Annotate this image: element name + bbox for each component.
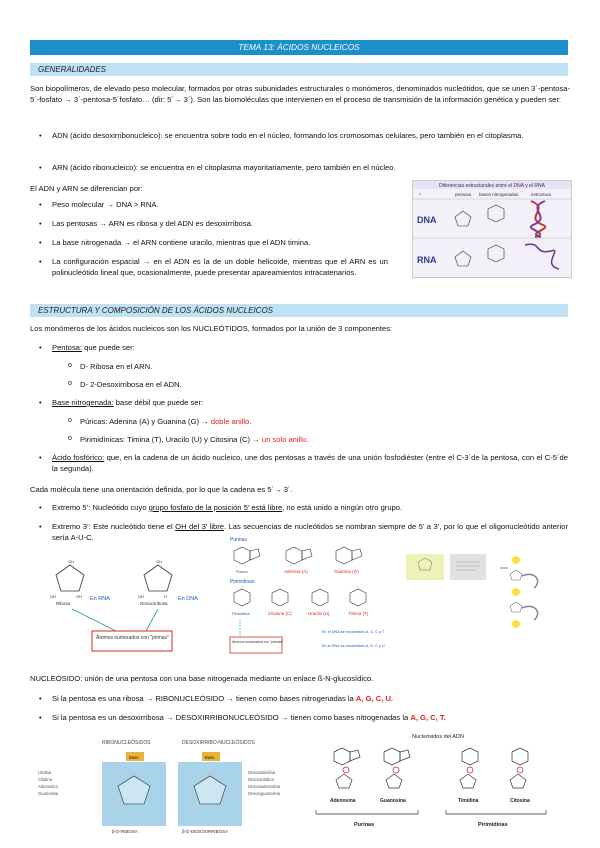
table-row-rna: RNA <box>417 255 437 265</box>
puricas-highlight: doble anillo. <box>210 417 252 426</box>
svg-text:OH: OH <box>50 594 56 599</box>
pentosa-text: que puede ser: <box>81 343 135 352</box>
ribose-structure-icon <box>50 559 84 599</box>
list-item-configuracion: • La configuración espacial → en el ADN es la de un doble helicoide, mientras que el ARN es un polinucleótido lineal que, ocasionalmente, puede presentar apareamientos intracatenarios. <box>52 256 388 278</box>
list-item-peso: • Peso molecular → DNA > RNA. <box>52 199 372 210</box>
b-d-ribosa-label: β-D-RIBOSA <box>112 829 138 834</box>
monomers-paragraph: Los monómeros de los ácidos nucleicos son los NUCLEÓTIDOS, formados por la unión de 3 componentes: <box>30 324 393 333</box>
nucleosidos-adn-title: Nucleósidos del ADN <box>412 734 464 740</box>
purine-ring-icon <box>234 547 362 564</box>
ribonucleosido-bases: A, G, C, U. <box>355 694 394 703</box>
fosforico-label: Ácido fosfórico: <box>52 453 105 462</box>
sublist-desoxirribosa: o D- 2-Desoxirribosa en el ADN. <box>80 379 182 390</box>
adenosina-caption: Adenosina <box>330 798 356 804</box>
desoxirribonucleosido-text: Si la pentosa es un desoxirribosa → DESOXIRRIBONUCLEÓSIDO → tienen como bases nitrogenadas la <box>52 713 411 722</box>
extremo3-underlined: OH del 3’ libre <box>175 522 224 531</box>
extremo5-underlined: grupo fosfato de la posición 5’ está libre <box>148 503 283 512</box>
list-item-base: • La base nitrogenada → el ARN contiene uracilo, mientras que el ADN timina. <box>52 237 382 248</box>
extremo5-text-a: Extremo 5’: Nucleótido cuyo <box>52 503 149 512</box>
list-item-ribonucleosido <box>52 693 568 704</box>
b-d-desoxirribosa-label: β-D-DESOXIRRIBOSA <box>182 829 229 834</box>
rna-bases-note: En el RNA se encuentran A, G, C y U <box>322 644 385 648</box>
list-item-adn: • ADN (ácido desoxirribonucleico): se encuentra sobre todo en el núcleo, formando los cromosomas celulares, pero también en el citoplasma. <box>52 130 568 141</box>
nucleotide-diagram-figure <box>404 548 568 636</box>
cytidine-structure-icon <box>510 748 528 788</box>
pyrimidine-ring-icon <box>234 589 366 606</box>
pirimidinas-heading: Pirimidinas <box>230 579 255 585</box>
base-text: base débil que puede ser: <box>113 398 204 407</box>
uracilo-label: Uracilo (U) <box>308 611 330 616</box>
sublist-puricas <box>80 416 251 427</box>
bases-figure <box>226 533 402 657</box>
base-label-right: Base <box>205 755 215 760</box>
list-item-base-nitrogenada <box>52 397 552 408</box>
timidina-caption: Timidina <box>458 798 479 804</box>
base-label: Base nitrogenada: <box>52 398 114 407</box>
sublist-pirimidinicas <box>80 434 308 445</box>
sublist-ribosa: o D- Ribosa en el ARN. <box>80 361 152 372</box>
guanina-label: Guanina (G) <box>334 569 359 574</box>
nucleosides-figure <box>36 734 281 838</box>
table-header-3: bases nitrogenadas <box>479 192 519 197</box>
atomos-sin-primas-note: Átomos numerados sin "primas" <box>232 640 284 644</box>
section-heading-generalidades: GENERALIDADES <box>30 63 568 76</box>
purina-label: Purina <box>236 569 248 574</box>
dna-bases-note: En el DNA se encuentran A, G, C y T <box>322 630 385 634</box>
en-dna-label: En DNA <box>178 596 198 602</box>
en-rna-label: En RNA <box>90 596 110 602</box>
puricas-text: Púricas: Adenina (A) y Guanina (G) → <box>80 417 211 426</box>
list-item-extremo-5 <box>52 502 568 513</box>
nucleosido-definition: NUCLEÓSIDO: unión de una pentosa con una base nitrogenada mediante un enlace ß-N-glucosídico. <box>30 674 374 683</box>
deoxyribose-structure-icon <box>138 559 172 599</box>
list-item-pentosa <box>52 342 552 353</box>
desoxirribonucleosidos-header: DESOXIRRIBO-NUCLEÓSIDOS <box>182 740 255 746</box>
list-item-desoxirribonucleosido <box>52 712 568 723</box>
extremo3-text-a: Extremo 3’: Este nucleótido tiene el <box>52 522 176 531</box>
dna-nucleosides-figure <box>306 730 570 838</box>
guanosine-structure-icon <box>384 748 410 788</box>
adenosine-structure-icon <box>334 748 360 788</box>
table-header-2: pentosa <box>455 192 472 197</box>
svg-text:OH: OH <box>76 594 82 599</box>
citosina-label: Citosina (C) <box>268 611 292 616</box>
orientation-paragraph: Cada molécula tiene una orientación definida, por lo que la cadena es 5´→ 3´. <box>30 485 293 494</box>
nucleotide-chain-icon <box>510 556 538 628</box>
pentoses-figure <box>36 553 222 657</box>
differences-intro: El ADN y ARN se diferencian por: <box>30 184 143 193</box>
ribosa-label: Ribosa <box>56 601 71 606</box>
section-heading-estructura: ESTRUCTURA Y COMPOSICIÓN DE LOS ÁCIDOS NUCLEICOS <box>30 304 568 317</box>
purinas-heading: Purinas <box>230 537 247 543</box>
thymidine-structure-icon <box>460 748 478 788</box>
list-item-arn: • ARN (ácido ribonucleico): se encuentra en el citoplasma mayoritariamente, pero también en el núcleo. <box>52 162 568 173</box>
timina-label: Timina (T) <box>348 611 369 616</box>
desoxicitidina-label: Desoxicitidina <box>248 777 274 782</box>
citosina-caption: Citosina <box>510 798 530 804</box>
ribonucleosido-text: Si la pentosa es una ribosa → RIBONUCLEÓSIDO → tienen como bases nitrogenadas la <box>52 694 356 703</box>
ribonucleosidos-header: RIBONUCLEÓSIDOS <box>102 740 151 746</box>
extremo5-text-c: , no está unido a ningún otro grupo. <box>282 503 403 512</box>
desoxirribosa-label: Desoxirribosa <box>140 601 168 606</box>
svg-text:H: H <box>164 594 167 599</box>
base-label-left: Base <box>129 755 139 760</box>
dna-rna-table-figure <box>412 180 572 278</box>
svg-text:OH: OH <box>156 559 162 564</box>
adenina-label: Adenina (A) <box>284 569 308 574</box>
intro-paragraph: Son biopolímeros, de elevado peso molecular, formados por otras subunidades estructurales o monómeros, denominados nucleótidos, que se unen 3´-pentosa-5´-fosfato → 3´-pentosa-5´fosfato… (dir: 5´→ 3´). Son las biomoléculas que intervienen en el proceso de transmisión de la información genética y pueden ser: <box>30 84 570 104</box>
svg-text:OH: OH <box>68 559 74 564</box>
table-row-dna: DNA <box>417 215 437 225</box>
desoxirribonucleosido-bases: A, G, C, T. <box>410 713 446 722</box>
fosforico-text: que, en la cadena de un ácido nucleico, une dos pentosas a través de una unión fosfodiéster (entre el C-3´de la pentosa, con el C-5´de la segunda). <box>52 453 568 473</box>
svg-text:OH: OH <box>138 594 144 599</box>
table-header-4: estructura <box>531 192 552 197</box>
desoxitimidina-label: Desoxitimidina <box>248 770 276 775</box>
guanosina-label: Guanosina <box>38 791 59 796</box>
extremo3-text-c: . Las secuencias de nucleótidos se nombran siempre de 5’ a 3’, por lo que el oligonucleótido anterior sería A-U-C. <box>52 522 568 542</box>
table-title: Diferencias estructurales entre el DNA y el RNA <box>439 183 545 189</box>
pirimidina-label: Pirimidina <box>232 611 250 616</box>
citidina-label: Citidina <box>38 777 52 782</box>
adenosina-label: Adenosina <box>38 784 58 789</box>
list-item-pentosas: • Las pentosas → ARN es ribosa y del ADN es desoxirribosa. <box>52 218 372 229</box>
table-header-1: * <box>419 192 421 197</box>
purinas-caption: Purinas <box>354 822 375 828</box>
uridina-label: Uridina <box>38 770 52 775</box>
desoxiguanosina-label: Desoxiguanosina <box>248 791 281 796</box>
desoxiadenosina-label: Desoxiadenosina <box>248 784 281 789</box>
list-item-acido-fosforico <box>52 452 568 474</box>
page-title: TEMA 13: ÁCIDOS NUCLEICOS <box>30 40 568 55</box>
ribose-ring-icon <box>118 776 226 804</box>
pirimidinas-caption: Pirimidinas <box>478 822 508 828</box>
guanosina-caption: Guanosina <box>380 798 406 804</box>
pirimidinicas-text: Pirimidínicas: Timina (T), Uracilo (U) y Citosina (C) → <box>80 435 262 444</box>
pentosa-label: Pentosa: <box>52 343 82 352</box>
pirimidinicas-highlight: un solo anillo. <box>261 435 309 444</box>
atomos-primas-note: Átomos numerados con "primas" <box>96 635 169 641</box>
